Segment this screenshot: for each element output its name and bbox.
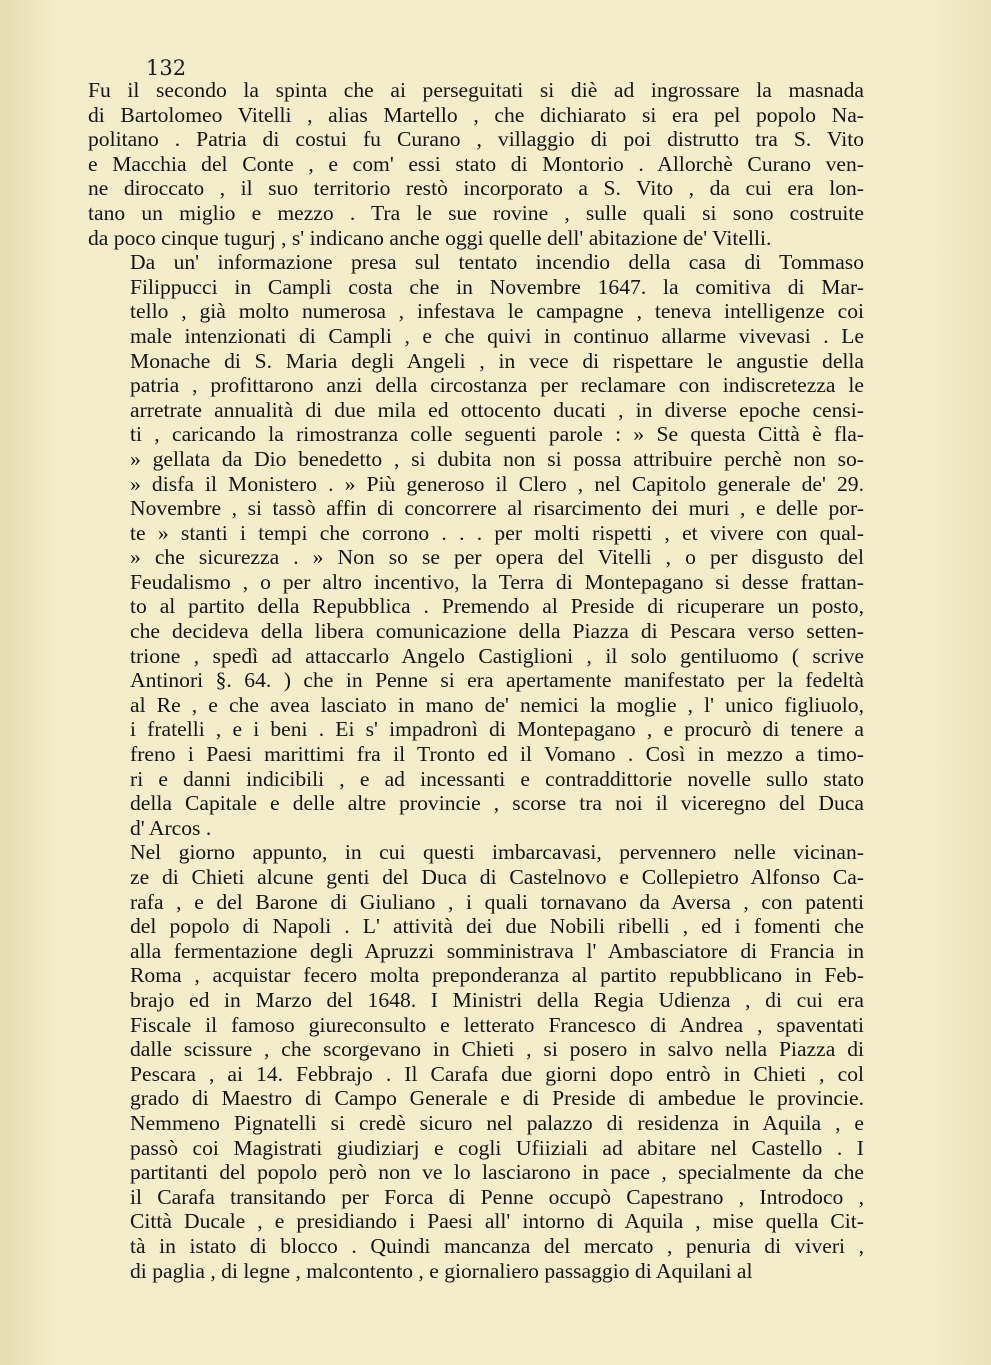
text-line: di paglia , di legne , malcontento , e giornaliero passaggio di Aquilani al	[130, 1258, 753, 1283]
text-line: » disfa il Monistero . » Più generoso il Clero , nel Capitolo generale de' 29.	[130, 471, 864, 496]
text-line: Filippucci in Campli costa che in Novembre 1647. la comitiva di Mar-	[130, 274, 864, 299]
text-line: Fu il secondo la spinta che ai perseguitati si diè ad ingrossare la masnada	[88, 78, 864, 102]
text-line: i fratelli , e i beni . Ei s' impadronì di Montepagano , e procurò di tenere a	[130, 717, 864, 742]
text-line: Feudalismo , o per altro incentivo, la Terra di Montepagano si desse frattan-	[130, 569, 864, 594]
text-line: patria , profittarono anzi della circostanza per reclamare con indiscretezza le	[130, 373, 864, 398]
text-line: ne diroccato , il suo territorio restò incorporato a S. Vito , da cui era lon-	[88, 176, 864, 201]
text-line: Monache di S. Maria degli Angeli , in vece di rispettare le angustie della	[130, 348, 864, 373]
text-line: ti , caricando la rimostranza colle seguenti parole : » Se questa Città è fla-	[130, 422, 864, 447]
text-line: grado di Maestro di Campo Generale e di Preside di ambedue le provincie.	[130, 1086, 864, 1111]
text-line: Novembre , si tassò affin di concorrere al risarcimento dei muri , e delle por-	[130, 496, 864, 521]
text-line: Città Ducale , e presidiando i Paesi all' intorno di Aquila , mise quella Cit-	[130, 1209, 864, 1234]
text-line: partitanti del popolo però non ve lo lasciarono in pace , specialmente da che	[130, 1160, 864, 1185]
text-line: d' Arcos .	[130, 815, 212, 840]
text-line: tano un miglio e mezzo . Tra le sue rovine , sulle quali si sono costruite	[88, 200, 864, 225]
text-line: freno i Paesi marittimi fra il Tronto ed il Vomano . Così in mezzo a timo-	[130, 742, 864, 767]
text-line: Pescara , ai 14. Febbrajo . Il Carafa due giorni dopo entrò in Chieti , col	[130, 1061, 864, 1086]
text-line: e Macchia del Conte , e com' essi stato di Montorio . Allorchè Curano ven-	[88, 151, 864, 176]
page-number: 132	[146, 56, 187, 80]
text-line: rafa , e del Barone di Giuliano , i quali tornavano da Aversa , con patenti	[130, 889, 864, 914]
text-line: Antinori §. 64. ) che in Penne si era apertamente manifestato per la fedeltà	[130, 668, 864, 693]
text-line: da poco cinque tugurj , s' indicano anche oggi quelle dell' abitazione de' Vitelli.	[88, 225, 772, 250]
body-text	[88, 78, 864, 1283]
paragraph-2	[88, 250, 864, 840]
text-line: ze di Chieti alcune genti del Duca di Castelnovo e Collepietro Alfonso Ca-	[130, 865, 864, 889]
text-line: al Re , e che avea lasciato in mano de' nemici la moglie , l' unico figliuolo,	[130, 692, 864, 717]
text-line: ri e danni indicibili , e ad incessanti e contraddittorie novelle sullo stato	[130, 766, 864, 791]
text-line: male intenzionati di Campli , e che quivi in continuo allarme vivevasi . Le	[130, 323, 864, 348]
text-line: Da un' informazione presa sul tentato incendio della casa di Tommaso	[130, 250, 864, 275]
text-line: Nel giorno appunto, in cui questi imbarcavasi, pervennero nelle vicinan-	[130, 840, 864, 865]
text-line: della Capitale e delle altre provincie , scorse tra noi il viceregno del Duca	[130, 791, 864, 816]
text-line: to al partito della Repubblica . Premendo al Preside di ricuperare un posto,	[130, 594, 864, 619]
text-line: il Carafa transitando per Forca di Penne occupò Capestrano , Introdoco ,	[130, 1184, 864, 1209]
text-line: dalle scissure , che scorgevano in Chieti , si posero in salvo nella Piazza di	[130, 1037, 864, 1062]
text-line: tello , già molto numerosa , infestava le campagne , teneva intelligenze coi	[130, 299, 864, 324]
text-line: alla fermentazione degli Apruzzi somministrava l' Ambasciatore di Francia in	[130, 938, 864, 963]
text-line: che decideva della libera comunicazione della Piazza di Pescara verso setten-	[130, 619, 864, 644]
text-line: politano . Patria di costui fu Curano , villaggio di poi distrutto tra S. Vito	[88, 127, 864, 152]
text-line: arretrate annualità di due mila ed ottocento ducati , in diverse epoche censi-	[130, 397, 864, 422]
text-line: » gellata da Dio benedetto , si dubita non si possa attribuire perchè non so-	[130, 446, 864, 471]
text-line: Fiscale il famoso giureconsulto e letterato Francesco di Andrea , spaventati	[130, 1012, 864, 1037]
text-line: di Bartolomeo Vitelli , alias Martello , che dichiarato si era pel popolo Na-	[88, 102, 864, 127]
paragraph-1	[88, 78, 864, 250]
text-line: del popolo di Napoli . L' attività dei due Nobili ribelli , ed i fomenti che	[130, 914, 864, 939]
paragraph-3	[88, 840, 864, 1283]
text-line: te » stanti i tempi che corrono . . . per molti rispetti , et vivere con qual-	[130, 520, 864, 545]
text-line: Nemmeno Pignatelli si credè sicuro nel palazzo di residenza in Aquila , e	[130, 1110, 864, 1135]
text-line: tà in istato di blocco . Quindi mancanza del mercato , penuria di viveri ,	[130, 1233, 864, 1258]
text-line: » che sicurezza . » Non so se per opera del Vitelli , o per disgusto del	[130, 545, 864, 570]
text-line: passò coi Magistrati giudiziarj e cogli Ufiiziali ad abitare nel Castello . I	[130, 1135, 864, 1160]
text-line: brajo ed in Marzo del 1648. I Ministri della Regia Udienza , di cui era	[130, 987, 864, 1012]
text-line: trione , spedì ad attaccarlo Angelo Castiglioni , il solo gentiluomo ( scrive	[130, 643, 864, 668]
text-line: Roma , acquistar fecero molta preponderanza al partito repubblicano in Feb-	[130, 963, 864, 988]
